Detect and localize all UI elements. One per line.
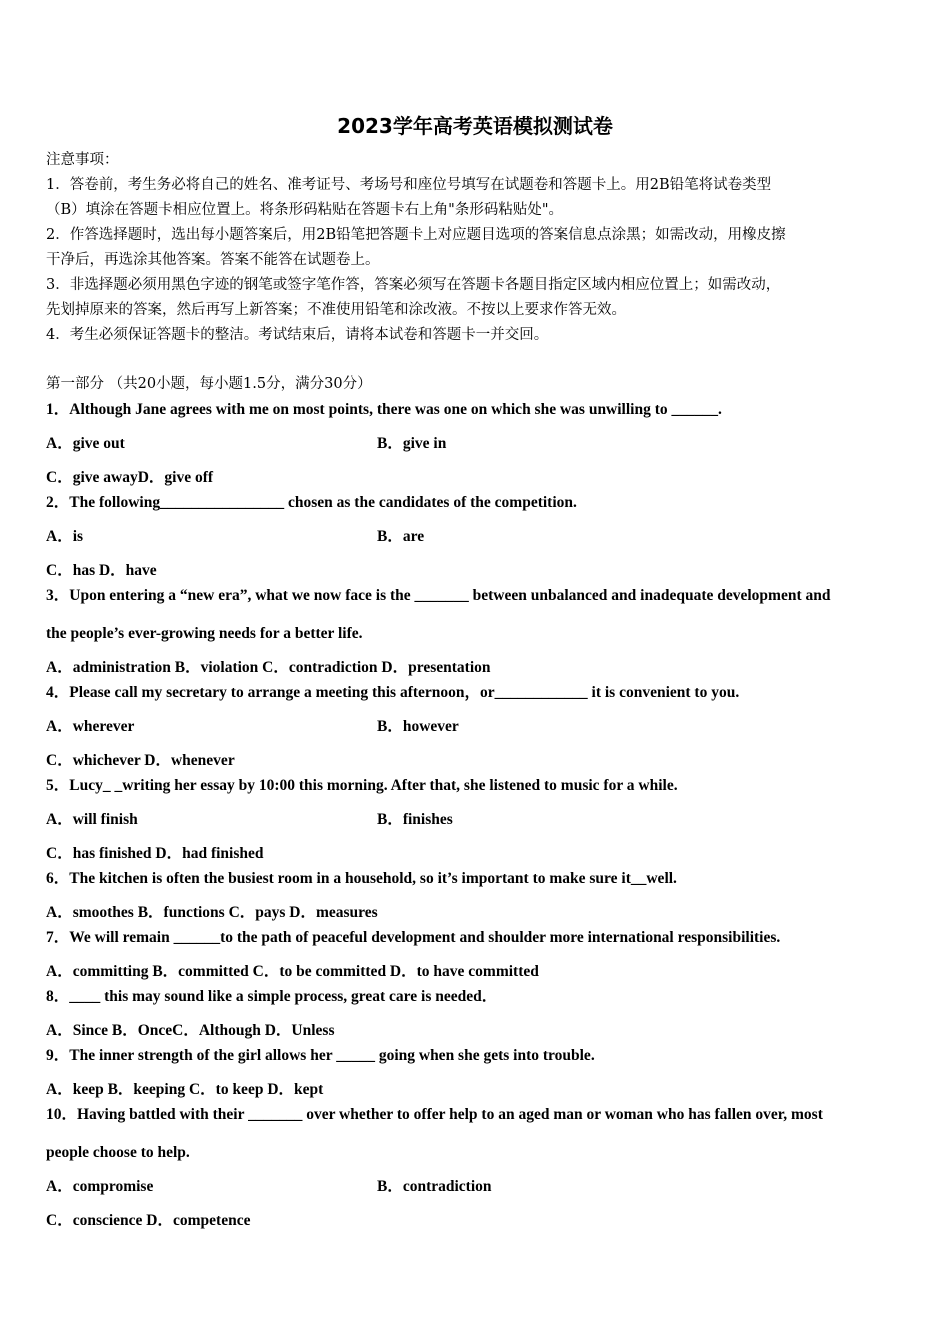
options-row: A．committing B．committed C．to be committed D．to have committed — [46, 963, 539, 980]
question-stem: 1．Although Jane agrees with me on most points, there was one on which she was unwilling to ______. — [46, 401, 722, 418]
options-row: A．administration B．violation C．contradiction D．presentation — [46, 659, 491, 676]
option-b: B．are — [377, 528, 425, 545]
question-stem: 8．____ this may sound like a simple process, great care is needed． — [46, 988, 498, 1005]
option-b: B．contradiction — [377, 1178, 492, 1195]
notice-line: 先划掉原来的答案，然后再写上新答案；不准使用铅笔和涂改液。不按以上要求作答无效。 — [46, 302, 626, 318]
option-c-d: C．whichever D．whenever — [46, 752, 235, 769]
question-stem-continued: people choose to help. — [46, 1144, 190, 1161]
question-stem: 9．The inner strength of the girl allows her _____ going when she gets into trouble. — [46, 1047, 595, 1064]
option-a: A．give out — [46, 435, 125, 452]
option-c-d: C．has finished D．had finished — [46, 845, 264, 862]
notice-heading: 注意事项： — [46, 152, 119, 168]
question-stem: 6．The kitchen is often the busiest room in a household, so it’s important to make sure it__well. — [46, 870, 677, 887]
notice-line: 1．答卷前，考生务必将自己的姓名、准考证号、考场号和座位号填写在试题卷和答题卡上。用2B铅笔将试卷类型 — [46, 177, 772, 193]
question-stem: 7．We will remain ______to the path of peaceful development and shoulder more international responsibilities. — [46, 929, 781, 946]
question-stem-continued: the people’s ever-growing needs for a better life. — [46, 625, 363, 642]
option-c-d: C．has D．have — [46, 562, 157, 579]
notice-line: （B）填涂在答题卡相应位置上。将条形码粘贴在答题卡右上角"条形码粘贴处"。 — [46, 202, 563, 218]
option-b: B．however — [377, 718, 459, 735]
section-heading: 第一部分 （共20小题，每小题1.5分，满分30分） — [46, 376, 372, 392]
option-b: B．finishes — [377, 811, 453, 828]
notice-line: 2．作答选择题时，选出每小题答案后，用2B铅笔把答题卡上对应题目选项的答案信息点涂黑；如需改动，用橡皮擦 — [46, 227, 786, 243]
question-stem: 10．Having battled with their _______ over whether to offer help to an aged man or woman who has fallen over, most — [46, 1106, 823, 1123]
question-stem: 4．Please call my secretary to arrange a meeting this afternoon，or____________ it is convenient to you. — [46, 684, 740, 701]
page-title: 2023学年高考英语模拟测试卷 — [337, 114, 613, 138]
options-row: A．smoothes B．functions C．pays D．measures — [46, 904, 378, 921]
options-row: A．Since B．OnceC．Although D．Unless — [46, 1022, 335, 1039]
option-a: A．will finish — [46, 811, 138, 828]
option-b: B．give in — [377, 435, 447, 452]
notice-line: 3．非选择题必须用黑色字迹的钢笔或签字笔作答，答案必须写在答题卡各题目指定区域内相应位置上；如需改动， — [46, 277, 781, 293]
option-a: A．wherever — [46, 718, 135, 735]
option-a: A．is — [46, 528, 84, 545]
question-stem: 5．Lucy_ _writing her essay by 10:00 this morning. After that, she listened to music for a while. — [46, 777, 678, 794]
option-c-d: C．give awayD．give off — [46, 469, 214, 486]
options-row: A．keep B．keeping C．to keep D．kept — [46, 1081, 324, 1098]
notice-line: 4．考生必须保证答题卡的整洁。考试结束后，请将本试卷和答题卡一并交回。 — [46, 327, 549, 343]
option-a: A．compromise — [46, 1178, 154, 1195]
question-stem: 3．Upon entering a “new era”, what we now face is the _______ between unbalanced and inadequate development and — [46, 587, 831, 604]
option-c-d: C．conscience D．competence — [46, 1212, 251, 1229]
question-stem: 2．The following________________ chosen as the candidates of the competition. — [46, 494, 577, 511]
notice-line: 干净后，再选涂其他答案。答案不能答在试题卷上。 — [46, 252, 380, 268]
